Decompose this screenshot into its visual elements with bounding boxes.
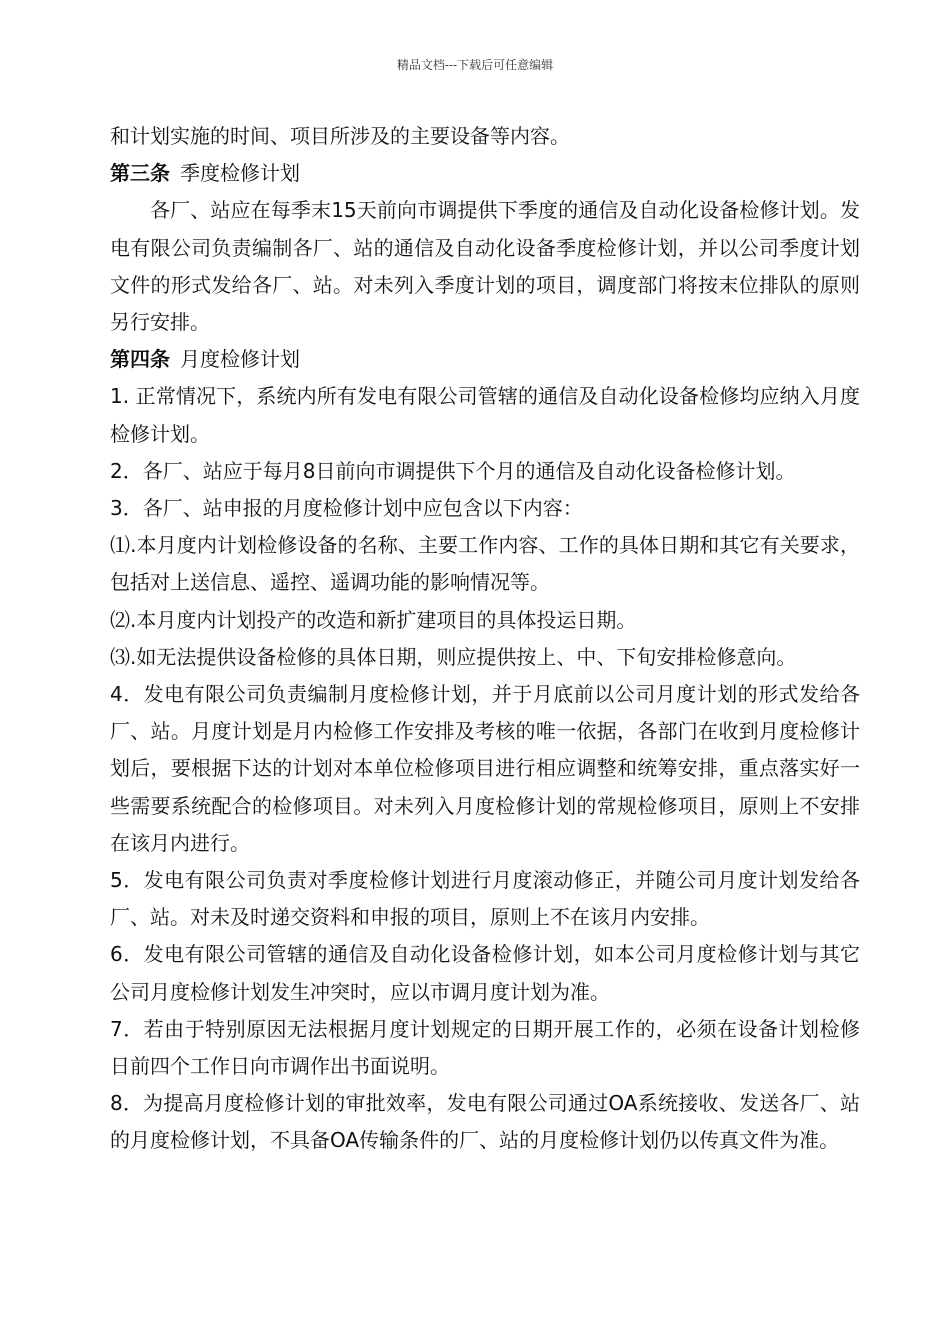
sub-list-item: ⑵.本月度内计划投产的改造和新扩建项目的具体投运日期。 bbox=[110, 607, 637, 632]
list-item: 6．发电有限公司管辖的通信及自动化设备检修计划，如本公司月度检修计划与其它公司月度检修计划发生冲突时，应以市调月度计划为准。 bbox=[110, 942, 860, 1004]
article-number: 第四条 bbox=[110, 347, 170, 372]
list-item: 2．各厂、站应于每月8日前向市调提供下个月的通信及自动化设备检修计划。 bbox=[110, 458, 796, 483]
article-number: 第三条 bbox=[110, 161, 170, 186]
article-name: 月度检修计划 bbox=[180, 347, 300, 372]
list-item: 7．若由于特别原因无法根据月度计划规定的日期开展工作的，必须在设备计划检修日前四个工作日向市调作出书面说明。 bbox=[110, 1016, 860, 1079]
page-header: 精品文档---下载后可任意编辑 bbox=[396, 58, 554, 72]
list-item: 8．为提高月度检修计划的审批效率，发电有限公司通过OA系统接收、发送各厂、站的月度检修计划，不具备OA传输条件的厂、站的月度检修计划仍以传真文件为准。 bbox=[110, 1091, 860, 1153]
article-heading bbox=[110, 155, 860, 192]
list-item: 5．发电有限公司负责对季度检修计划进行月度滚动修正，并随公司月度计划发给各厂、站。对未及时递交资料和申报的项目，原则上不在该月内安排。 bbox=[110, 868, 860, 930]
paragraph: 各厂、站应在每季末15天前向市调提供下季度的通信及自动化设备检修计划。发电有限公司负责编制各厂、站的通信及自动化设备季度检修计划，并以公司季度计划文件的形式发给各厂、站。对未列入季度计划的项目，调度部门将按末位排队的原则另行安排。 bbox=[110, 198, 860, 335]
sub-list-item: ⑴.本月度内计划检修设备的名称、主要工作内容、工作的具体日期和其它有关要求，包括对上送信息、遥控、遥调功能的影响情况等。 bbox=[110, 533, 860, 595]
sub-list-item: ⑶.如无法提供设备检修的具体日期，则应提供按上、中、下旬安排检修意向。 bbox=[110, 644, 797, 669]
list-item: 4．发电有限公司负责编制月度检修计划，并于月底前以公司月度计划的形式发给各厂、站。月度计划是月内检修工作安排及考核的唯一依据，各部门在收到月度检修计划后，要根据下达的计划对本单位检修项目进行相应调整和统筹安排，重点落实好一些需要系统配合的检修项目。对未列入月度检修计划的常规检修项目，原则上不安排在该月内进行。 bbox=[110, 682, 860, 855]
article-name: 季度检修计划 bbox=[180, 161, 300, 186]
list-item: 3．各厂、站申报的月度检修计划中应包含以下内容： bbox=[110, 496, 583, 521]
article-heading bbox=[110, 341, 860, 378]
paragraph: 和计划实施的时间、项目所涉及的主要设备等内容。 bbox=[110, 124, 570, 148]
document-body bbox=[110, 118, 860, 1160]
list-item: 1. 正常情况下，系统内所有发电有限公司管辖的通信及自动化设备检修均应纳入月度检修计划。 bbox=[110, 384, 860, 446]
